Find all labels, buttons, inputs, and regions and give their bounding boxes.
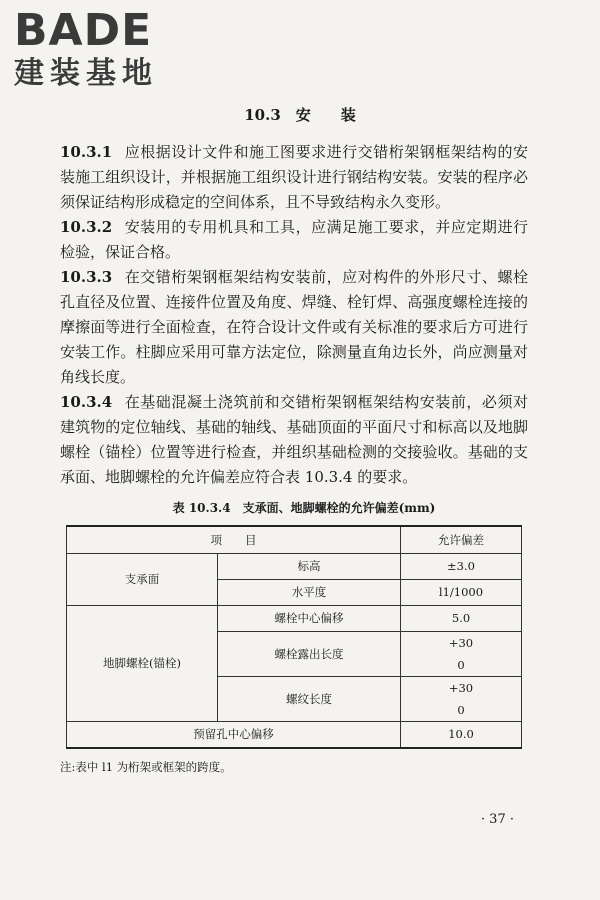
row-label: 预留孔中心偏移 — [67, 722, 401, 749]
logo-text-latin: BADE — [14, 5, 153, 56]
clause-number: 10.3.3 — [60, 268, 113, 286]
table-header-row — [67, 526, 522, 554]
paragraph-10-3-4 — [60, 390, 528, 490]
paragraph-10-3-1 — [60, 140, 528, 215]
tolerance-table — [66, 525, 522, 749]
clause-number: 10.3.4 — [60, 393, 113, 411]
row-label: 标高 — [218, 554, 401, 580]
page-number: · 37 · — [480, 812, 514, 827]
table-row — [67, 554, 522, 580]
table-caption: 表 10.3.4 支承面、地脚螺栓的允许偏差(mm) — [172, 501, 436, 515]
paragraph-10-3-3 — [60, 265, 528, 390]
logo — [14, 5, 194, 100]
row-value: ±3.0 — [401, 554, 522, 580]
row-group-label: 支承面 — [67, 554, 218, 606]
row-label: 螺栓露出长度 — [218, 632, 401, 677]
header-item: 项 目 — [67, 526, 401, 554]
range-lower: 0 — [457, 658, 465, 672]
table-row — [67, 722, 522, 749]
range-lower: 0 — [457, 703, 465, 717]
range-upper: +30 — [448, 681, 474, 695]
clause-number: 10.3.2 — [60, 218, 113, 236]
clause-text: 安装用的专用机具和工具，应满足施工要求，并应定期进行检验，保证合格。 — [60, 218, 528, 261]
clause-text: 应根据设计文件和施工图要求进行交错桁架钢框架结构的安装施工组织设计，并根据施工组织设计进行钢结构安装。安装的程序必须保证结构形成稳定的空间体系，且不导致结构永久变形。 — [60, 143, 528, 211]
row-label: 水平度 — [218, 580, 401, 606]
section-title: 10.3 安 装 — [244, 106, 356, 124]
clause-text: 在基础混凝土浇筑前和交错桁架钢框架结构安装前，必须对建筑物的定位轴线、基础的轴线、基础顶面的平面尺寸和标高以及地脚螺栓（锚栓）位置等进行检查，并组织基础检测的交接验收。基础的支承面、地脚螺栓的允许偏差应符合表 10.3.4 的要求。 — [60, 393, 528, 486]
table-note: 注:表中 l1 为桁架或框架的跨度。 — [60, 760, 232, 774]
clause-number: 10.3.1 — [60, 143, 113, 161]
header-tolerance: 允许偏差 — [401, 526, 522, 554]
range-upper: +30 — [448, 636, 474, 650]
logo-text-cjk: 建装基地 — [14, 56, 158, 91]
row-group-label: 地脚螺栓(锚栓) — [67, 606, 218, 722]
row-label: 螺纹长度 — [218, 677, 401, 722]
row-value: 10.0 — [401, 722, 522, 749]
row-value: 5.0 — [401, 606, 522, 632]
page-content — [60, 140, 528, 780]
clause-text: 在交错桁架钢框架结构安装前，应对构件的外形尺寸、螺栓孔直径及位置、连接件位置及角度、焊缝、栓钉焊、高强度螺栓连接的摩擦面等进行全面检查，在符合设计文件或有关标准的要求后方可进行安装工作。柱脚应采用可靠方法定位，除测量直角边长外，尚应测量对角线长度。 — [60, 268, 528, 386]
paragraph-10-3-2 — [60, 215, 528, 265]
row-value: l1/1000 — [401, 580, 522, 606]
row-label: 螺栓中心偏移 — [218, 606, 401, 632]
row-value-range — [401, 677, 522, 722]
table-row — [67, 606, 522, 632]
row-value-range — [401, 632, 522, 677]
